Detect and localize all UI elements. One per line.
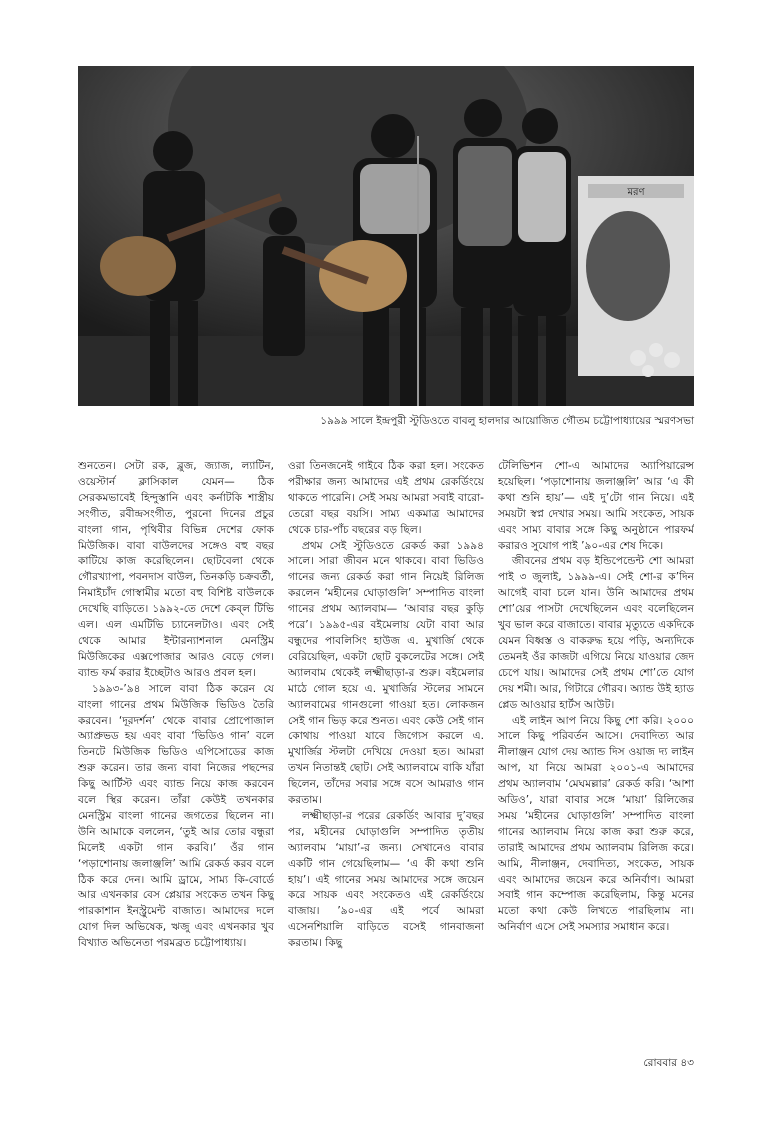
paragraph: টেলিভিশন শো-এ আমাদের অ্যাপিয়ারেন্স হয়েছিল। ‘পড়াশোনায় জলাঞ্জলি’ আর ‘এ কী কথা শুনি হায়’— এই দু’টো গান নিয়ে। এই সময়টা স্বপ্ন দেখার সময়। আমি সংকেত, সায়ক এবং সাম্য বাবার সঙ্গে কিছু অনুষ্ঠানে পারফর্ম করারও সুযোগ পাই ’৯০-এর শেষ দিকে।	[498, 460, 694, 552]
article-column-1	[78, 459, 274, 1049]
paragraph: প্রথম সেই স্টুডিওতে রেকর্ড করা ১৯৯৪ সালে। সারা জীবন মনে থাকবে। বাবা ভিডিও গানের জন্য রেকর্ড করা গান নিয়েই রিলিজ করলেন ‘মহীনের ঘোড়াগুলি’ সম্পাদিত বাংলা গানের প্রথম অ্যালবাম— ‘আবার বছর কুড়ি পরে’। ১৯৯৫-এর বইমেলায় যেটা বাবা আর বন্ধুদের পাবলিসিং হাউজ এ. মুখার্জি থেকে বেরিয়েছিল, একটা ছোট বুকলেটের সঙ্গে। সেই অ্যালবাম থেকেই লক্ষ্মীছাড়া-র শুরু। বইমেলার মাঠে গোল হয়ে এ. মুখার্জির স্টলের সামনে অ্যালবামের গানগুলো গাওয়া হত। লোকজন সেই গান ভিড় করে শুনত। এবং কেউ সেই গান কোথায় পাওয়া যাবে জিগ্যেস করলে এ. মুখার্জির স্টলটা দেখিয়ে দেওয়া হত। আমরা তখন নিতান্তই ছোট। সেই অ্যালবামে বাকি যাঁরা ছিলেন, তাঁদের সবার সঙ্গে বসে আমরাও গান করতাম।	[288, 539, 484, 807]
article-body	[78, 459, 694, 1049]
paragraph: জীবনের প্রথম বড় ইন্ডিপেন্ডেন্ট শো আমরা পাই ৩ জুলাই, ১৯৯৯-এ। সেই শো-র ক’দিন আগেই বাবা চলে যান। উনি আমাদের প্রথম শো’য়ের পাসটা দেখেছিলেন এবং বলেছিলেন খুব ভাল করে বাজাতে। বাবার মৃত্যুতে একদিকে যেমন বিধ্বস্ত ও বাকরুদ্ধ হয়ে পড়ি, অন্যদিকে তেমনই ওঁর কাজটা এগিয়ে নিয়ে যাওয়ার জেদ চেপে যায়। আমাদের সেই প্রথম শো’তে যোগ দেয় শমী। আর, গিটারে গৌরব। অ্যান্ড উই হ্যাড প্লেড আওয়ার হার্টস আউট।	[498, 555, 694, 711]
paragraph: লক্ষ্মীছাড়া-র পরের রেকর্ডিং আবার দু’বছর পর, মহীনের ঘোড়াগুলি সম্পাদিত তৃতীয় অ্যালবাম ‘মায়া’-র জন্য। সেখানেও বাবার একটি গান গেয়েছিলাম— ‘এ কী কথা শুনি হায়’। এই গানের সময় আমাদের সঙ্গে জয়েন করে সায়ক এবং সংকেতও এই রেকর্ডিংয়ে বাজায়। ’৯০-এর এই পর্বে আমরা এসেনশিয়ালি বাড়িতে বসেই গানবাজনা করতাম। কিছু	[288, 809, 484, 950]
paragraph: ওরা তিনজনেই গাইবে ঠিক করা হল। সংকেত পরীক্ষার জন্য আমাদের এই প্রথম রেকর্ডিংয়ে থাকতে পারেনি। সেই সময় আমরা সবাই বারো-তেরো বছর বয়সি। সাম্য একমাত্র আমাদের থেকে চার-পাঁচ বছরের বড় ছিল।	[288, 460, 484, 536]
paragraph: এই লাইন আপ নিয়ে কিছু শো করি। ২০০০ সালে কিছু পরিবর্তন আসে। দেবাদিত্য আর নীলাঞ্জন যোগ দেয় অ্যান্ড দিস ওয়াজ দ্য লাইন আপ, যা নিয়ে আমরা ২০০১-এ আমাদের প্রথম অ্যালবাম ‘মেঘমল্লার’ রেকর্ড করি। ‘আশা অডিও’, যারা বাবার সঙ্গে ‘মায়া’ রিলিজের সময় ‘মহীনের ঘোড়াগুলি’ সম্পাদিত বাংলা গানের অ্যালবাম নিয়ে কাজ করা শুরু করে, তারাই আমাদের প্রথম অ্যালবাম রিলিজ করে। আমি, নীলাঞ্জন, দেবাদিত্য, সংকেত, সায়ক এবং আমাদের জয়েন করে অনির্বাণ। আমরা সবাই গান কম্পোজ করেছিলাম, কিন্তু মনের মতো কথা কেউ লিখতে পারছিলাম না। অনির্বাণ এসে সেই সমস্যার সমাধান করে।	[498, 714, 694, 934]
poster-text: মরণ	[627, 187, 645, 198]
photo-caption: ১৯৯৯ সালে ইন্দ্রপুরী স্টুডিওতে বাবলু হালদার আয়োজিত গৌতম চট্টোপাধ্যায়ের স্মরণসভা	[320, 415, 694, 427]
paragraph: শুনতেন। সেটা রক, ব্লুজ, জ্যাজ, ল্যাটিন, ওয়েস্টার্ন ক্লাসিকাল যেমন— ঠিক সেরকমভাবেই হিন্দুস্তানি এবং কর্নাটকি শাস্ত্রীয় সংগীত, রবীন্দ্রসংগীত, পুরনো দিনের প্রচুর বাংলা গান, পৃথিবীর বিভিন্ন দেশের ফোক মিউজিক। বাবা বাউলদের সঙ্গেও বহু বছর কাটিয়ে কাজ করেছিলেন। ছোটবেলা থেকে গৌরখ্যাপা, পবনদাস বাউল, তিনকড়ি চক্রবর্তী, নিমাইচাঁদ গোস্বামীর মতো বহু বিশিষ্ট বাউলকে দেখেছি বাড়িতে। ১৯৯২-তে দেশে কেব্‌ল টিভি এল। এল এমটিভি চ্যানেলটাও। এবং সেই থেকে আমার ইন্টারন্যাশনাল মেনস্ট্রিম মিউজিকের এক্সপোজার আরও বেড়ে গেল। ব্যান্ড ফর্ম করার ইচ্ছেটাও আরও প্রবল হল।	[78, 460, 274, 679]
concert-photo	[78, 66, 694, 406]
poster	[578, 176, 694, 376]
article-column-2	[288, 459, 484, 1049]
page-footer: রোববার ৪৩	[643, 1057, 694, 1069]
article-column-3	[498, 459, 694, 1049]
paragraph: ১৯৯৩-’৯৪ সালে বাবা ঠিক করেন যে বাংলা গানের প্রথম মিউজিক ভিডিও তৈরি করবেন। ‘দূরদর্শন’ থেকে বাবার প্রোপোজাল অ্যাপ্রুভড হয় এবং বাবা ‘ভিডিও গান’ বলে তিনটে মিউজিক ভিডিও এপিসোডের কাজ শুরু করেন। তার জন্য বাবা নিজের পছন্দের কিছু আর্টিস্ট এবং ব্যান্ড নিয়ে কাজ করবেন বলে স্থির করেন। তাঁরা কেউই তখনকার মেনস্ট্রিম বাংলা গানের জগতের ছিলেন না। উনি আমাকে বললেন, ‘তুই আর তোর বন্ধুরা মিলেই একটা গান করবি।’ ওঁর গান ‘পড়াশোনায় জলাঞ্জলি’ আমি রেকর্ড করব বলে ঠিক করে দেন। আমি ড্রামে, সাম্য কি-বোর্ডে আর এখনকার বেস প্লেয়ার সংকেত তখন কিছু পারকাশান ইনস্ট্রুমেন্ট বাজাত। আমাদের দলে যোগ দিল অভিষেক, ঋজু এবং এখনকার খুব বিখ্যাত অভিনেতা পরমব্রত চট্টোপাধ্যায়।	[78, 682, 274, 950]
